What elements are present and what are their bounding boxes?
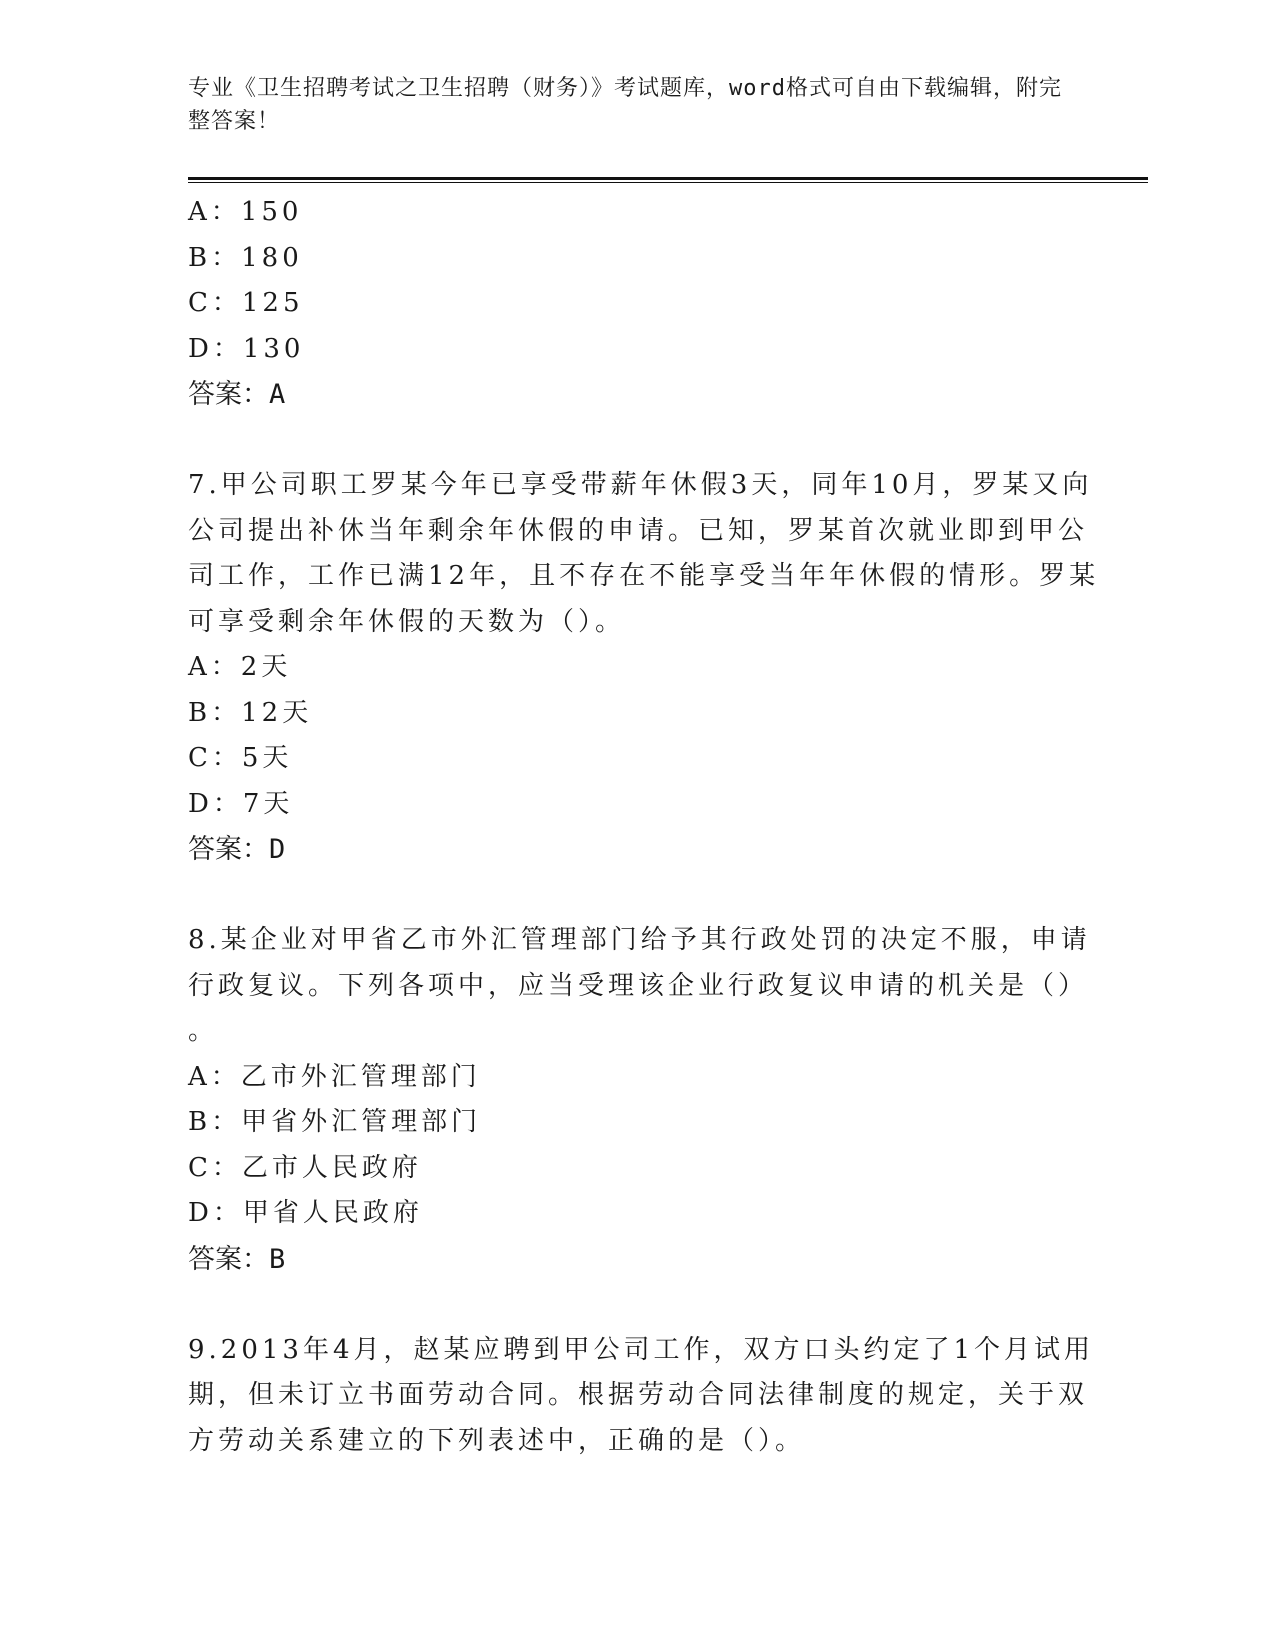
option-a: A：乙市外汇管理部门	[188, 1061, 481, 1092]
answer-line: 答案：B	[188, 1243, 286, 1275]
header-divider-thin	[188, 182, 1148, 183]
question-9	[188, 1328, 1095, 1465]
question-text-line: 公司提出补休当年剩余年休假的申请。已知，罗某首次就业即到甲公	[188, 515, 1089, 546]
option-b: B：180	[188, 242, 303, 273]
question-text-line: 8.某企业对甲省乙市外汇管理部门给予其行政处罚的决定不服，申请	[188, 925, 1091, 955]
spacer	[188, 1282, 1068, 1328]
option-b: B：12天	[188, 697, 313, 728]
question-6-tail	[188, 190, 1068, 418]
question-text-line: 可享受剩余年休假的天数为（）。	[188, 606, 626, 637]
option-d: D：甲省人民政府	[188, 1198, 423, 1228]
option-c: C：125	[188, 288, 304, 318]
question-text-line: 。	[188, 1016, 219, 1046]
option-d: D：130	[188, 333, 305, 364]
question-text-line: 司工作，工作已满12年，且不存在不能享受当年年休假的情形。罗某	[188, 561, 1100, 591]
spacer	[188, 418, 1068, 464]
answer-line: 答案：D	[188, 834, 286, 865]
answer-line: 答案：A	[188, 379, 286, 410]
option-b: B：甲省外汇管理部门	[188, 1107, 482, 1137]
document-header: 专业《卫生招聘考试之卫生招聘（财务）》考试题库，word格式可自由下载编辑，附完整答案！	[188, 76, 1062, 134]
question-content	[188, 190, 1100, 1464]
option-c: C：5天	[188, 743, 293, 773]
question-text-line: 期，但未订立书面劳动合同。根据劳动合同法律制度的规定，关于双	[188, 1380, 1089, 1410]
option-c: C：乙市人民政府	[188, 1152, 422, 1183]
question-7	[188, 463, 1100, 873]
header-divider-thick	[188, 177, 1148, 180]
question-text-line: 7.甲公司职工罗某今年已享受带薪年休假3天，同年10月，罗某又向	[188, 470, 1093, 500]
question-text-line: 9.2013年4月，赵某应聘到甲公司工作，双方口头约定了1个月试用	[188, 1334, 1095, 1365]
option-a: A：150	[188, 197, 303, 227]
question-8	[188, 918, 1091, 1282]
spacer	[188, 873, 1068, 919]
option-a: A：2天	[188, 652, 292, 682]
question-text-line: 行政复议。下列各项中，应当受理该企业行政复议申请的机关是（）	[188, 970, 1089, 1001]
option-d: D：7天	[188, 788, 294, 819]
question-text-line: 方劳动关系建立的下列表述中，正确的是（）。	[188, 1425, 806, 1456]
